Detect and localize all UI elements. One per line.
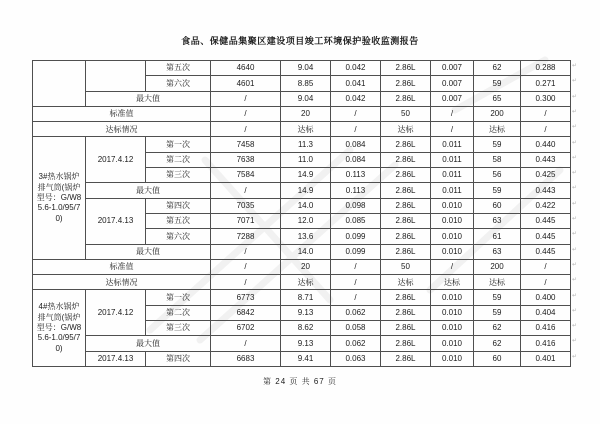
compliance-value-cell: /	[211, 122, 281, 137]
compliance-value-cell: 达标	[281, 122, 331, 137]
standard-value-cell: /	[331, 259, 381, 274]
sampling-date-cell: 2017.4.12	[86, 290, 146, 336]
run-label-cell: 第四次	[146, 351, 211, 366]
value-cell: 2.86L	[381, 152, 431, 167]
max-value-cell: 0.099	[331, 244, 381, 259]
value-cell: 9.41	[281, 351, 331, 366]
row-end-mark-icon: ↵	[572, 154, 578, 161]
row-end-mark-icon: ↵	[572, 231, 578, 238]
row-end-mark-icon: ↵	[572, 185, 578, 192]
max-value-cell: 0.042	[331, 91, 381, 106]
run-label-cell: 第三次	[146, 321, 211, 336]
row-end-mark-icon: ↵	[572, 93, 578, 100]
run-label-cell: 第一次	[146, 137, 211, 152]
max-value-cell: 65	[474, 91, 521, 106]
compliance-value-cell: /	[431, 122, 474, 137]
compliance-value-cell: 达标	[474, 275, 521, 290]
value-cell: 0.010	[431, 213, 474, 228]
value-cell: 63	[474, 213, 521, 228]
standard-value-cell: 20	[281, 259, 331, 274]
value-cell: 56	[474, 168, 521, 183]
value-cell: 0.445	[521, 229, 571, 244]
max-label-cell: 最大值	[86, 183, 211, 198]
page-number: 第 24 页 共 67 页	[263, 377, 337, 386]
standard-value-cell: /	[521, 106, 571, 121]
table-row	[33, 351, 571, 366]
compliance-value-cell: 达标	[431, 275, 474, 290]
value-cell: 4640	[211, 61, 281, 76]
run-label-cell: 第三次	[146, 168, 211, 183]
value-cell: 0.422	[521, 198, 571, 213]
value-cell: 0.440	[521, 137, 571, 152]
max-value-cell: 0.300	[521, 91, 571, 106]
run-label-cell: 第二次	[146, 152, 211, 167]
value-cell: 2.86L	[381, 305, 431, 320]
standard-value-cell: 200	[474, 106, 521, 121]
compliance-value-cell: /	[331, 275, 381, 290]
value-cell: 0.404	[521, 305, 571, 320]
table-row	[33, 290, 571, 305]
value-cell: 0.113	[331, 168, 381, 183]
standard-value-cell: /	[521, 259, 571, 274]
compliance-value-cell: /	[521, 122, 571, 137]
row-end-mark-icon: ↵	[572, 338, 578, 345]
max-value-cell: 9.13	[281, 336, 331, 351]
value-cell: 2.86L	[381, 168, 431, 183]
value-cell: 0.007	[431, 61, 474, 76]
row-end-mark-icon: ↵	[572, 323, 578, 330]
max-value-cell: 0.011	[431, 183, 474, 198]
compliance-value-cell: /	[211, 275, 281, 290]
standard-value-cell: 50	[381, 106, 431, 121]
boiler-label-cell: 3#热水锅炉排气筒(锅炉型号：G/W85.6-1.0/95/70)	[33, 137, 86, 259]
value-cell: 0.099	[331, 229, 381, 244]
value-cell: 2.86L	[381, 61, 431, 76]
value-cell: 0.010	[431, 321, 474, 336]
value-cell: 11.3	[281, 137, 331, 152]
max-value-cell: 2.86L	[381, 244, 431, 259]
value-cell: 2.86L	[381, 229, 431, 244]
max-value-cell: 14.9	[281, 183, 331, 198]
compliance-value-cell: /	[331, 122, 381, 137]
standard-value-cell: /	[331, 106, 381, 121]
value-cell: 60	[474, 198, 521, 213]
row-end-mark-icon: ↵	[572, 108, 578, 115]
table-row	[33, 244, 571, 259]
max-value-cell: 2.86L	[381, 336, 431, 351]
value-cell: 11.0	[281, 152, 331, 167]
max-value-cell: 0.443	[521, 183, 571, 198]
value-cell: 0.063	[331, 351, 381, 366]
row-end-mark-icon: ↵	[572, 216, 578, 222]
compliance-value-cell: /	[521, 275, 571, 290]
value-cell: 0.011	[431, 168, 474, 183]
value-cell: 59	[474, 76, 521, 91]
value-cell: 2.86L	[381, 351, 431, 366]
max-value-cell: 0.445	[521, 244, 571, 259]
run-label-cell: 第四次	[146, 198, 211, 213]
max-value-cell: /	[211, 244, 281, 259]
value-cell: 8.71	[281, 290, 331, 305]
value-cell: 0.042	[331, 61, 381, 76]
table-row	[33, 91, 571, 106]
row-end-mark-icon: ↵	[572, 292, 578, 299]
value-cell: 14.0	[281, 198, 331, 213]
standard-label-cell: 标准值	[33, 259, 211, 274]
max-value-cell: /	[211, 91, 281, 106]
table-row	[33, 198, 571, 213]
page-title: 食品、保健品集聚区建设项目竣工环境保护验收监测报告	[181, 36, 419, 46]
sampling-date-cell: 2017.4.13	[86, 351, 146, 366]
standard-value-cell: 50	[381, 259, 431, 274]
row-end-mark-icon: ↵	[572, 200, 578, 207]
value-cell: 59	[474, 290, 521, 305]
value-cell: 0.010	[431, 198, 474, 213]
table-row	[33, 137, 571, 152]
max-value-cell: 0.010	[431, 244, 474, 259]
value-cell: 2.86L	[381, 198, 431, 213]
value-cell: 9.13	[281, 305, 331, 320]
value-cell: 7584	[211, 168, 281, 183]
value-cell: 0.443	[521, 152, 571, 167]
value-cell: 0.011	[431, 137, 474, 152]
value-cell: 0.098	[331, 198, 381, 213]
value-cell: 0.010	[431, 290, 474, 305]
table-row	[33, 275, 571, 290]
max-value-cell: 2.86L	[381, 183, 431, 198]
value-cell: 0.445	[521, 213, 571, 228]
max-value-cell: 63	[474, 244, 521, 259]
max-value-cell: /	[211, 336, 281, 351]
row-end-mark-icon: ↵	[572, 63, 578, 69]
row-end-mark-icon: ↵	[572, 307, 578, 314]
value-cell: 7638	[211, 152, 281, 167]
value-cell: 4601	[211, 76, 281, 91]
max-value-cell: 9.04	[281, 91, 331, 106]
max-label-cell: 最大值	[86, 336, 211, 351]
max-value-cell: /	[211, 183, 281, 198]
standard-value-cell: /	[431, 259, 474, 274]
max-value-cell: 0.416	[521, 336, 571, 351]
row-end-mark-icon: ↵	[572, 124, 578, 131]
value-cell: 58	[474, 152, 521, 167]
max-label-cell: 最大值	[86, 91, 211, 106]
value-cell: 2.86L	[381, 321, 431, 336]
run-label-cell: 第六次	[146, 76, 211, 91]
run-label-cell: 第二次	[146, 305, 211, 320]
row-end-mark-icon: ↵	[572, 246, 578, 253]
compliance-value-cell: 达标	[281, 275, 331, 290]
value-cell: 2.86L	[381, 213, 431, 228]
table-row	[33, 183, 571, 198]
row-end-mark-icon: ↵	[572, 170, 578, 177]
row-end-mark-icon: ↵	[572, 277, 578, 284]
row-end-mark-icon: ↵	[572, 353, 578, 360]
standard-value-cell: /	[431, 106, 474, 121]
value-cell: 7288	[211, 229, 281, 244]
value-cell: 0.084	[331, 137, 381, 152]
sampling-date-cell: 2017.4.12	[86, 137, 146, 183]
value-cell: 8.62	[281, 321, 331, 336]
max-value-cell: 59	[474, 183, 521, 198]
max-value-cell: 2.86L	[381, 91, 431, 106]
compliance-value-cell: 达标	[381, 122, 431, 137]
value-cell: 0.010	[431, 305, 474, 320]
value-cell: 62	[474, 61, 521, 76]
max-value-cell: 0.062	[331, 336, 381, 351]
table-row	[33, 61, 571, 76]
compliance-label-cell: 达标情况	[33, 122, 211, 137]
value-cell: 0.085	[331, 213, 381, 228]
value-cell: 0.084	[331, 152, 381, 167]
run-label-cell: 第五次	[146, 213, 211, 228]
value-cell: 59	[474, 305, 521, 320]
standard-value-cell: /	[211, 259, 281, 274]
value-cell: 7071	[211, 213, 281, 228]
value-cell: 6842	[211, 305, 281, 320]
sampling-date-cell	[86, 61, 146, 92]
value-cell: 59	[474, 137, 521, 152]
value-cell: 7035	[211, 198, 281, 213]
value-cell: 8.85	[281, 76, 331, 91]
table-row	[33, 259, 571, 274]
value-cell: 60	[474, 351, 521, 366]
table-row	[33, 106, 571, 121]
sampling-date-cell-text: 2017.4.13	[97, 216, 134, 226]
monitoring-results-table	[32, 60, 571, 367]
value-cell: 2.86L	[381, 76, 431, 91]
value-cell: 14.9	[281, 168, 331, 183]
standard-label-cell: 标准值	[33, 106, 211, 121]
row-end-mark-icon: ↵	[572, 139, 578, 146]
standard-value-cell: 20	[281, 106, 331, 121]
max-value-cell: 0.007	[431, 91, 474, 106]
row-end-mark-icon: ↵	[572, 78, 578, 85]
value-cell: 0.010	[431, 229, 474, 244]
value-cell: 0.416	[521, 321, 571, 336]
run-label-cell: 第六次	[146, 229, 211, 244]
value-cell: 0.058	[331, 321, 381, 336]
value-cell: 13.6	[281, 229, 331, 244]
table-row	[33, 336, 571, 351]
value-cell: 2.86L	[381, 290, 431, 305]
value-cell: 0.010	[431, 351, 474, 366]
max-label-cell: 最大值	[86, 244, 211, 259]
compliance-value-cell: 达标	[474, 122, 521, 137]
value-cell: 9.04	[281, 61, 331, 76]
value-cell: 12.0	[281, 213, 331, 228]
run-label-cell: 第五次	[146, 61, 211, 76]
table-row	[33, 122, 571, 137]
standard-value-cell: /	[211, 106, 281, 121]
value-cell: 0.062	[331, 305, 381, 320]
max-value-cell: 0.113	[331, 183, 381, 198]
row-end-mark-icon: ↵	[572, 261, 578, 268]
max-value-cell: 62	[474, 336, 521, 351]
value-cell: 0.041	[331, 76, 381, 91]
boiler-label-cell	[33, 61, 86, 107]
value-cell: /	[331, 290, 381, 305]
value-cell: 0.401	[521, 351, 571, 366]
run-label-cell: 第一次	[146, 290, 211, 305]
boiler-label-cell: 4#热水锅炉排气筒(锅炉型号：G/W85.6-1.0/95/70)	[33, 290, 86, 366]
compliance-label-cell: 达标情况	[33, 275, 211, 290]
value-cell: 6773	[211, 290, 281, 305]
max-value-cell: 14.0	[281, 244, 331, 259]
value-cell: 0.271	[521, 76, 571, 91]
value-cell: 0.425	[521, 168, 571, 183]
value-cell: 0.400	[521, 290, 571, 305]
max-value-cell: 0.010	[431, 336, 474, 351]
value-cell: 0.288	[521, 61, 571, 76]
value-cell: 6683	[211, 351, 281, 366]
value-cell: 7458	[211, 137, 281, 152]
sampling-date-cell	[86, 198, 146, 244]
value-cell: 0.007	[431, 76, 474, 91]
compliance-value-cell: 达标	[381, 275, 431, 290]
value-cell: 62	[474, 321, 521, 336]
standard-value-cell: 200	[474, 259, 521, 274]
value-cell: 0.011	[431, 152, 474, 167]
value-cell: 6702	[211, 321, 281, 336]
value-cell: 61	[474, 229, 521, 244]
value-cell: 2.86L	[381, 137, 431, 152]
